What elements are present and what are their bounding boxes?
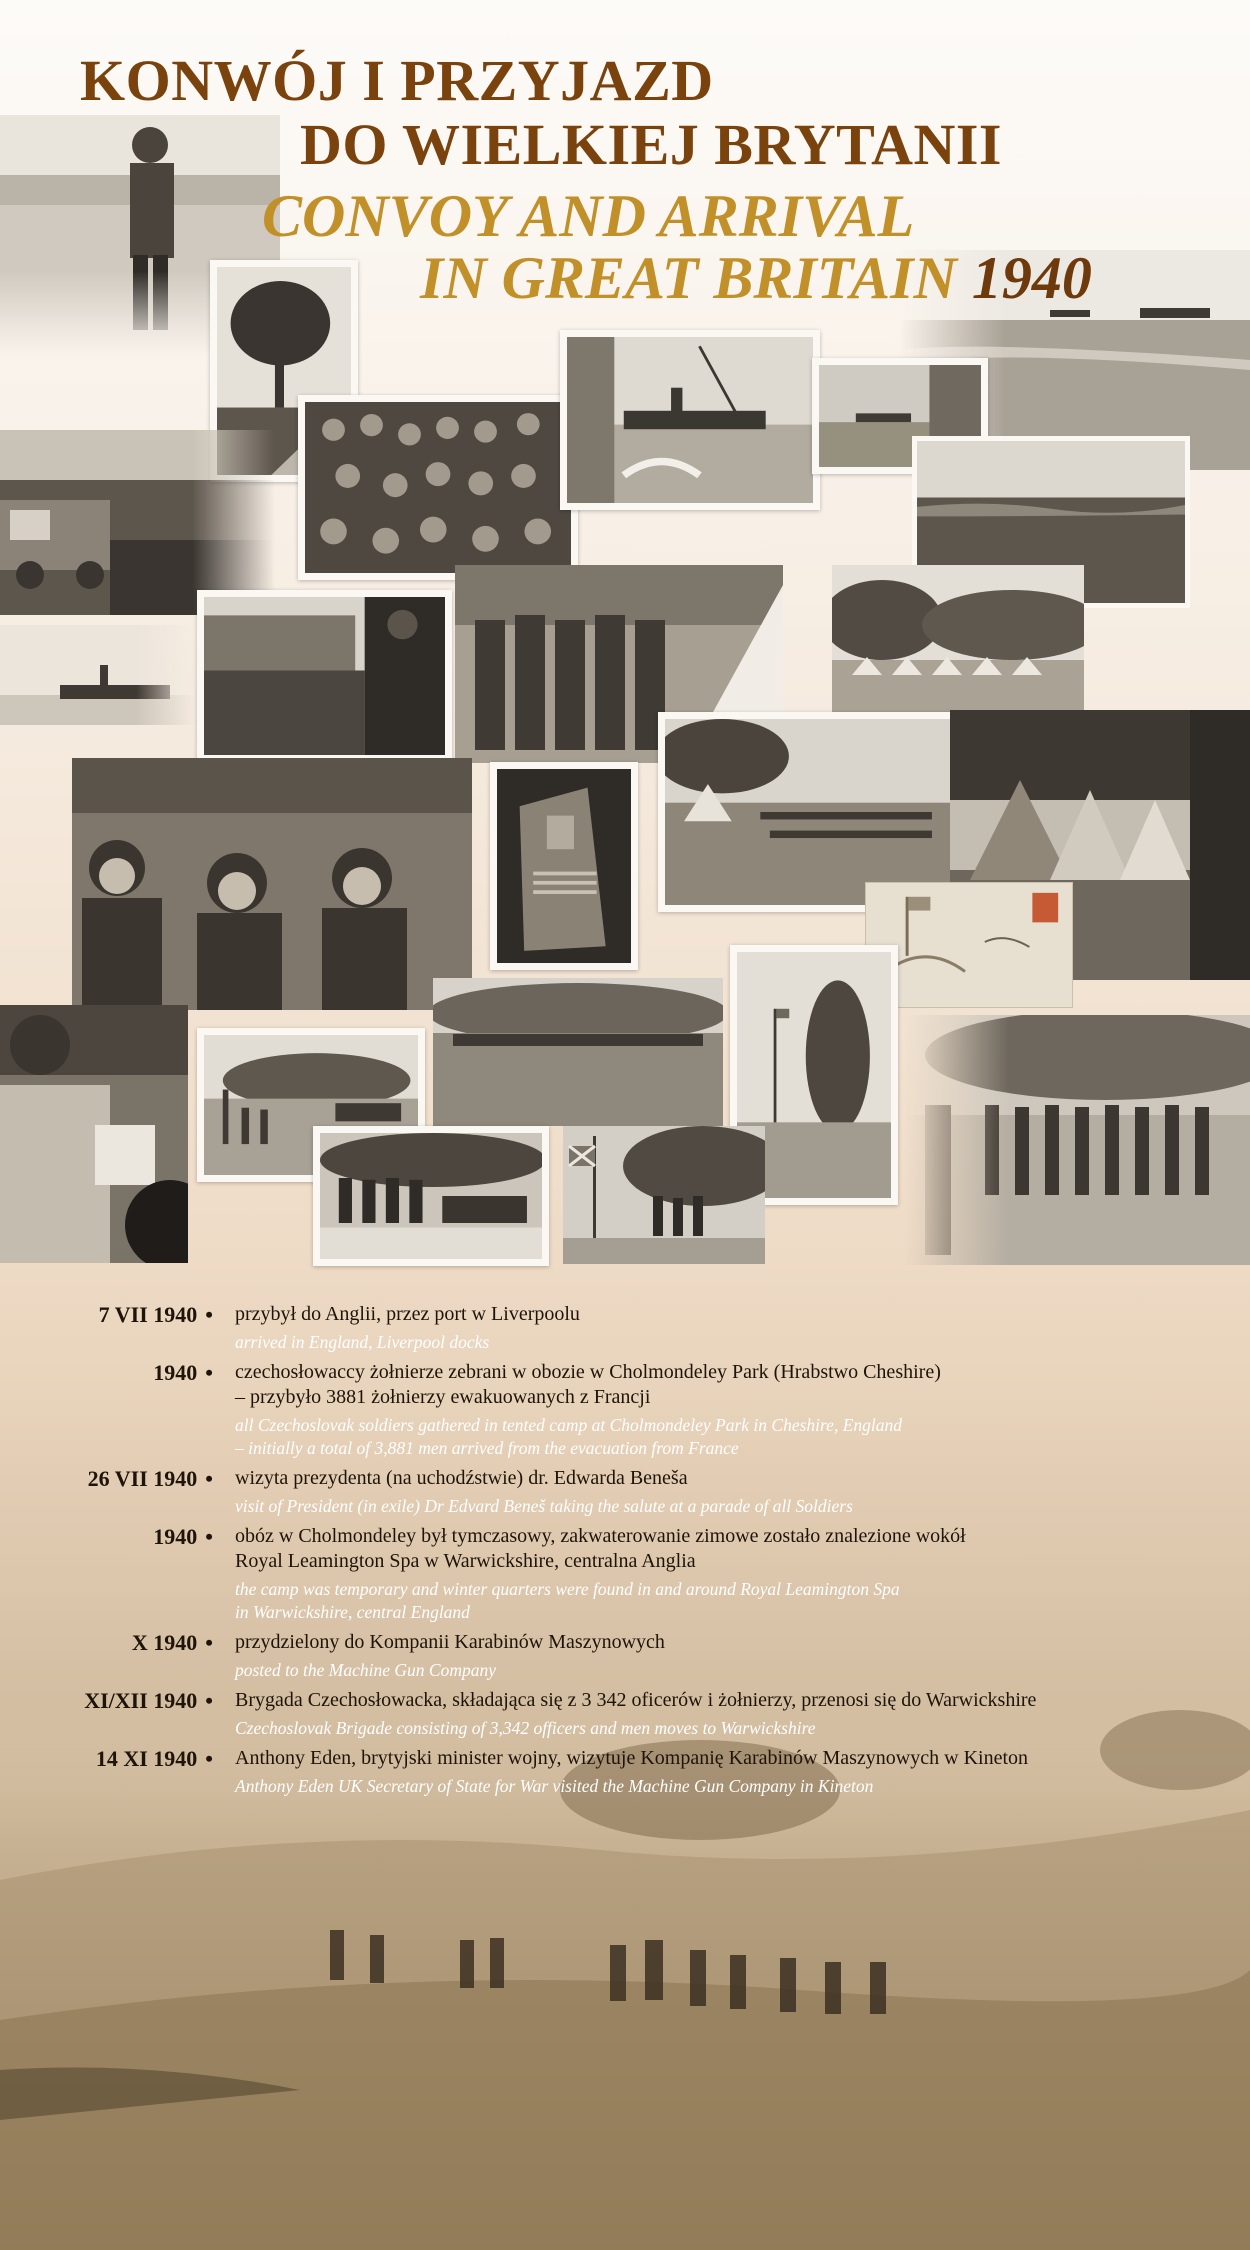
band-procession-photo [313, 1126, 549, 1266]
timeline-text-pl: Anthony Eden, brytyjski minister wojny, wizytuje Kompanię Karabinów Maszynowych w Kineton [235, 1747, 1029, 1769]
liverpool-dock-photo [197, 590, 452, 762]
officers-review-photo [905, 1015, 1250, 1265]
title-year: 1940 [971, 245, 1092, 311]
timeline-date: 1940 • [153, 1524, 213, 1549]
timeline-text-pl: czechosłowaccy żołnierze zebrani w obozie w Cholmondeley Park (Hrabstwo Cheshire) [235, 1361, 941, 1383]
timeline-date: 7 VII 1940 • [98, 1302, 213, 1327]
title-polish-line1: KONWÓJ I PRZYJAZD [80, 48, 714, 113]
parade-field-photo [433, 978, 723, 1126]
union-flag-photo [563, 1126, 765, 1264]
timeline-text-en: in Warwickshire, central England [235, 1602, 470, 1622]
timeline-text-pl: Royal Leamington Spa w Warwickshire, centralna Anglia [235, 1550, 696, 1572]
timeline-date: 14 XI 1940 • [95, 1746, 213, 1771]
timeline-text-en: arrived in England, Liverpool docks [235, 1332, 490, 1352]
timeline-date: X 1940 • [131, 1630, 213, 1655]
title-english-line1: CONVOY AND ARRIVAL [262, 183, 915, 249]
timeline-text-pl: wizyta prezydenta (na uchodźstwie) dr. Edwarda Beneša [235, 1467, 688, 1489]
timeline-text-pl: – przybyło 3881 żołnierzy ewakuowanych z Francji [235, 1386, 651, 1408]
timeline-text-en: all Czechoslovak soldiers gathered in tented camp at Cholmondeley Park in Cheshire, England [235, 1415, 902, 1435]
timeline-entry [0, 1746, 1250, 1798]
timeline-entry [0, 1360, 1250, 1460]
soldiers-group-photo [72, 758, 472, 1010]
timeline-text-en: the camp was temporary and winter quarters were found in and around Royal Leamington Spa [235, 1579, 900, 1599]
title-polish-line2: DO WIELKIEJ BRYTANII [300, 112, 1002, 177]
steamship-photo [0, 625, 195, 725]
title-english-line2-text: IN GREAT BRITAIN [420, 245, 957, 311]
timeline-text-en: posted to the Machine Gun Company [235, 1660, 496, 1680]
timeline-entry [0, 1524, 1250, 1624]
timeline-text-en: – initially a total of 3,881 men arrived from the evacuation from France [235, 1438, 739, 1458]
timeline-date: 1940 • [153, 1360, 213, 1385]
timeline-entry [0, 1302, 1250, 1354]
timeline-entry [0, 1630, 1250, 1682]
timeline-text-en: visit of President (in exile) Dr Edvard Beneš taking the salute at a parade of all Soldiers [235, 1496, 853, 1516]
timeline-text-pl: Brygada Czechosłowacka, składająca się z 3 342 oficerów i żołnierzy, przenosi się do Warwickshire [235, 1689, 1037, 1711]
memorial-stone-photo [490, 762, 638, 970]
timeline [0, 1302, 1250, 1798]
timeline-entry [0, 1466, 1250, 1518]
ship-harbour-photo [560, 330, 820, 510]
ambulance-soldiers-photo [0, 430, 275, 615]
crowded-ship-deck-photo [298, 395, 578, 580]
timeline-date: 26 VII 1940 • [87, 1466, 213, 1491]
timeline-text-en: Czechoslovak Brigade consisting of 3,342 officers and men moves to Warwickshire [235, 1718, 816, 1738]
timeline-text-pl: przybył do Anglii, przez port w Liverpoolu [235, 1303, 580, 1325]
timeline-text-en: Anthony Eden UK Secretary of State for War visited the Machine Gun Company in Kineton [235, 1776, 874, 1796]
title-english-line2 [420, 246, 1092, 310]
soldier-closeup-photo [0, 1005, 188, 1263]
timeline-text-pl: przydzielony do Kompanii Karabinów Maszynowych [235, 1631, 665, 1653]
timeline-entry [0, 1688, 1250, 1740]
timeline-date: XI/XII 1940 • [84, 1688, 213, 1713]
timeline-text-pl: obóz w Cholmondeley był tymczasowy, zakwaterowanie zimowe zostało znalezione wokół [235, 1525, 966, 1547]
